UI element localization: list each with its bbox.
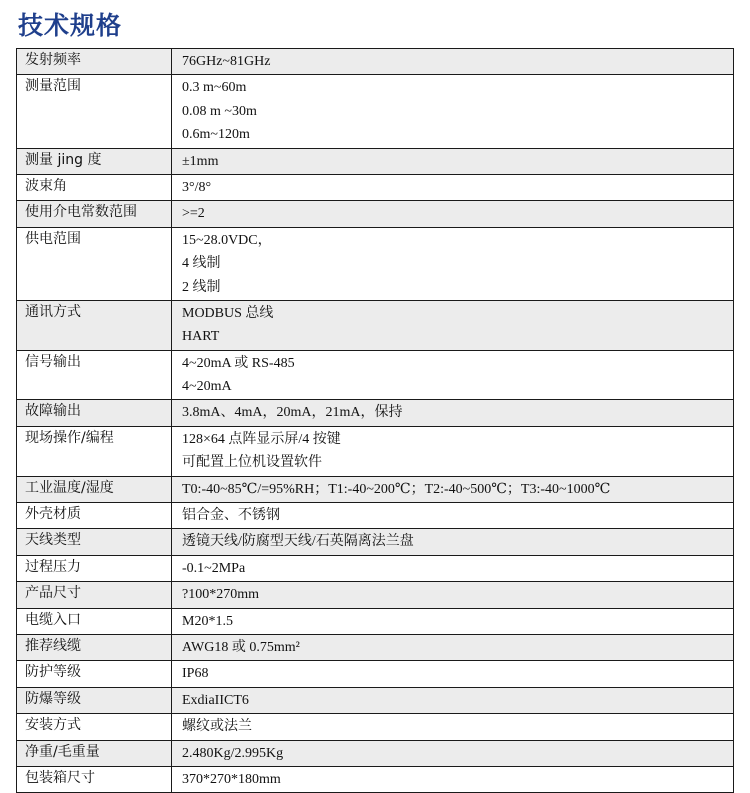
spec-row bbox=[17, 555, 734, 581]
spec-row bbox=[17, 476, 734, 502]
spec-value: 76GHz~81GHz bbox=[182, 54, 271, 69]
spec-label: 波束角 bbox=[25, 177, 67, 194]
spec-value-cell bbox=[172, 201, 734, 227]
spec-value: AWG18 或 0.75mm² bbox=[182, 639, 300, 655]
spec-label-cell bbox=[17, 766, 172, 792]
spec-row bbox=[17, 400, 734, 426]
spec-value: 370*270*180mm bbox=[182, 771, 281, 787]
spec-value-cell bbox=[172, 227, 734, 300]
spec-value: 4~20mA bbox=[182, 379, 232, 395]
spec-label: 测量 jing 度 bbox=[25, 151, 102, 168]
spec-value: 4~20mA 或 RS-485 bbox=[182, 355, 295, 371]
spec-row bbox=[17, 350, 734, 400]
spec-value: -0.1~2MPa bbox=[182, 560, 246, 576]
spec-value: IP68 bbox=[182, 666, 209, 682]
spec-value: 3°/8° bbox=[182, 179, 212, 195]
spec-label: 电缆入口 bbox=[25, 611, 81, 628]
spec-label-cell bbox=[17, 740, 172, 766]
spec-value: T0:-40~85℃/=95%RH；T1:-40~200℃；T2:-40~500℃；T3:-40~1000℃ bbox=[182, 481, 611, 497]
spec-value-cell bbox=[172, 476, 734, 502]
spec-value: M20*1.5 bbox=[182, 613, 233, 629]
spec-label-cell bbox=[17, 49, 172, 75]
spec-row bbox=[17, 426, 734, 476]
spec-value-cell bbox=[172, 608, 734, 634]
spec-value-cell bbox=[172, 529, 734, 555]
spec-value: 0.3 m~60m bbox=[182, 80, 247, 96]
spec-value-cell bbox=[172, 426, 734, 476]
spec-label-cell bbox=[17, 174, 172, 200]
spec-value: 2 线制 bbox=[182, 279, 221, 295]
spec-label: 过程压力 bbox=[25, 558, 81, 575]
spec-label: 天线类型 bbox=[25, 532, 81, 549]
spec-label-cell bbox=[17, 400, 172, 426]
spec-value-cell bbox=[172, 687, 734, 713]
spec-label: 发射频率 bbox=[25, 52, 81, 68]
spec-label: 信号输出 bbox=[25, 353, 81, 370]
spec-label: 通讯方式 bbox=[25, 303, 81, 320]
spec-label: 故障输出 bbox=[25, 403, 81, 420]
spec-row bbox=[17, 227, 734, 300]
spec-label-cell bbox=[17, 687, 172, 713]
spec-value: 4 线制 bbox=[182, 256, 221, 272]
spec-row bbox=[17, 49, 734, 75]
spec-value-cell bbox=[172, 766, 734, 792]
spec-label-cell bbox=[17, 661, 172, 687]
spec-value-cell bbox=[172, 503, 734, 529]
spec-label-cell bbox=[17, 555, 172, 581]
spec-row bbox=[17, 608, 734, 634]
spec-label-cell bbox=[17, 714, 172, 740]
spec-label-cell bbox=[17, 148, 172, 174]
spec-label: 防爆等级 bbox=[25, 690, 81, 707]
spec-label-cell bbox=[17, 201, 172, 227]
spec-label: 包装箱尺寸 bbox=[25, 769, 95, 786]
spec-row bbox=[17, 582, 734, 608]
spec-value-cell bbox=[172, 740, 734, 766]
spec-value: 铝合金、不锈钢 bbox=[182, 508, 280, 524]
spec-value-cell bbox=[172, 300, 734, 350]
spec-label: 推荐线缆 bbox=[25, 637, 81, 654]
spec-label-cell bbox=[17, 350, 172, 400]
spec-row bbox=[17, 740, 734, 766]
spec-value: MODBUS 总线 bbox=[182, 305, 274, 321]
spec-row bbox=[17, 75, 734, 148]
spec-value: HART bbox=[182, 329, 220, 345]
spec-value: ±1mm bbox=[182, 153, 219, 169]
spec-label-cell bbox=[17, 426, 172, 476]
spec-row bbox=[17, 503, 734, 529]
spec-label-cell bbox=[17, 529, 172, 555]
spec-value-cell bbox=[172, 661, 734, 687]
spec-label-cell bbox=[17, 476, 172, 502]
spec-value: 螺纹或法兰 bbox=[182, 719, 252, 735]
spec-value-cell bbox=[172, 350, 734, 400]
spec-value-cell bbox=[172, 582, 734, 608]
spec-row bbox=[17, 634, 734, 660]
spec-value: ?100*270mm bbox=[182, 587, 259, 603]
spec-label: 现场操作/编程 bbox=[25, 429, 114, 446]
spec-value: 128×64 点阵显示屏/4 按键 bbox=[182, 431, 341, 447]
spec-label: 测量范围 bbox=[25, 78, 81, 95]
spec-value-cell bbox=[172, 174, 734, 200]
spec-label: 防护等级 bbox=[25, 664, 81, 681]
spec-value: 15~28.0VDC， bbox=[182, 232, 272, 248]
spec-value-cell bbox=[172, 400, 734, 426]
spec-value-cell bbox=[172, 714, 734, 740]
spec-row bbox=[17, 766, 734, 792]
spec-row bbox=[17, 148, 734, 174]
page-title: 技术规格 bbox=[18, 11, 123, 40]
spec-value: 透镜天线/防腐型天线/石英隔离法兰盘 bbox=[182, 534, 414, 550]
spec-row bbox=[17, 529, 734, 555]
spec-row bbox=[17, 687, 734, 713]
spec-value-cell bbox=[172, 148, 734, 174]
spec-label-cell bbox=[17, 634, 172, 660]
spec-label: 安装方式 bbox=[25, 717, 81, 734]
spec-label: 使用介电常数范围 bbox=[25, 204, 137, 221]
spec-label-cell bbox=[17, 227, 172, 300]
spec-value: >=2 bbox=[182, 206, 205, 222]
spec-label-cell bbox=[17, 75, 172, 148]
spec-label: 产品尺寸 bbox=[25, 585, 81, 602]
spec-label: 供电范围 bbox=[25, 230, 81, 247]
spec-label: 净重/毛重量 bbox=[25, 743, 100, 760]
spec-row bbox=[17, 714, 734, 740]
spec-value: 0.6m~120m bbox=[182, 127, 250, 143]
spec-value-cell bbox=[172, 75, 734, 148]
spec-value: 2.480Kg/2.995Kg bbox=[182, 745, 284, 761]
spec-value-cell bbox=[172, 555, 734, 581]
spec-value: 0.08 m ~30m bbox=[182, 103, 257, 119]
spec-value: 可配置上位机设置软件 bbox=[182, 455, 322, 471]
spec-label-cell bbox=[17, 582, 172, 608]
spec-label: 外壳材质 bbox=[25, 506, 81, 523]
spec-row bbox=[17, 201, 734, 227]
spec-value-cell bbox=[172, 49, 734, 75]
spec-label-cell bbox=[17, 608, 172, 634]
spec-row bbox=[17, 174, 734, 200]
spec-label-cell bbox=[17, 503, 172, 529]
spec-row bbox=[17, 300, 734, 350]
spec-row bbox=[17, 661, 734, 687]
spec-table-body bbox=[17, 49, 734, 793]
spec-value: ExdiaIICT6 bbox=[182, 692, 249, 708]
spec-label: 工业温度/湿度 bbox=[25, 479, 114, 496]
spec-table bbox=[16, 48, 734, 793]
spec-label-cell bbox=[17, 300, 172, 350]
spec-value: 3.8mA、4mA，20mA，21mA，保持 bbox=[182, 405, 403, 421]
spec-value-cell bbox=[172, 634, 734, 660]
